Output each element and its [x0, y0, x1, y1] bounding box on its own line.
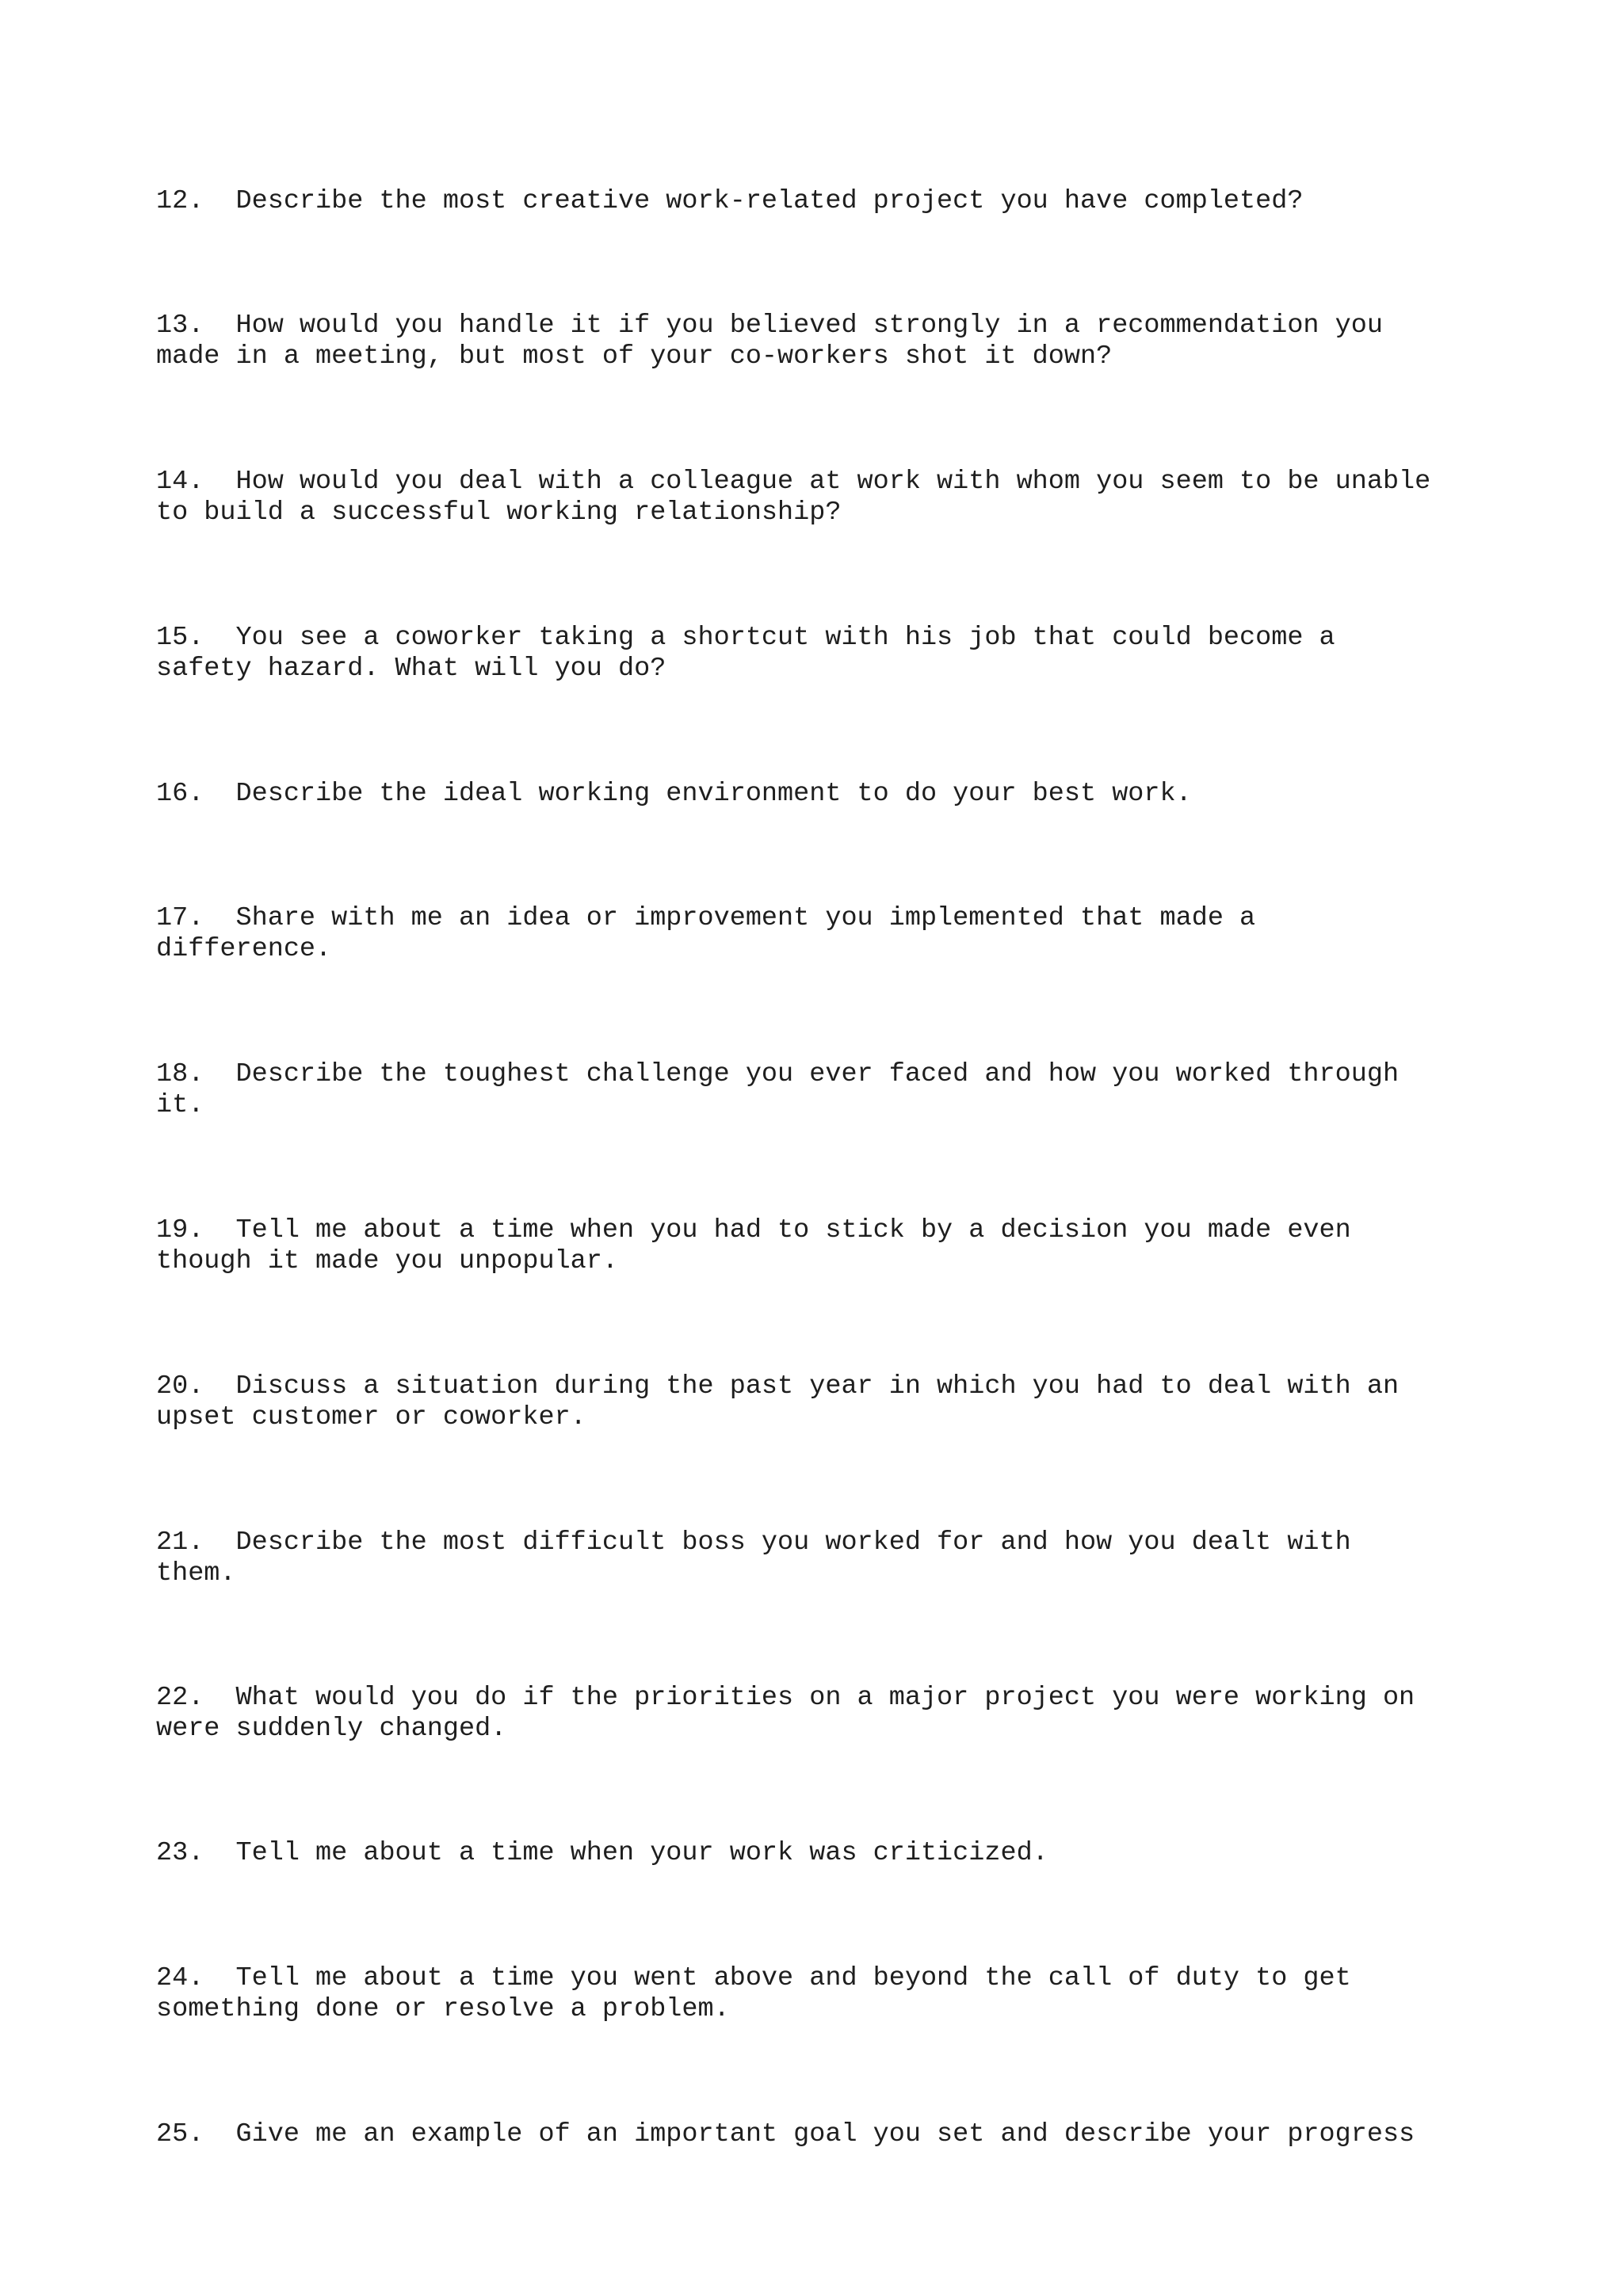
question-16: [156, 779, 1487, 810]
question-25: [156, 2119, 1487, 2150]
question-line: 23. Tell me about a time when your work was criticized.: [156, 1838, 1048, 1868]
question-line: 22. What would you do if the priorities on a major project you were working on: [156, 1683, 1415, 1713]
question-line: 18. Describe the toughest challenge you ever faced and how you worked through: [156, 1059, 1400, 1089]
question-20: [156, 1371, 1487, 1433]
question-24: [156, 1963, 1487, 2025]
question-14: [156, 467, 1487, 528]
question-line: 12. Describe the most creative work-related project you have completed?: [156, 186, 1304, 216]
question-line: though it made you unpopular.: [156, 1246, 618, 1276]
question-23: [156, 1838, 1487, 1869]
question-line: 24. Tell me about a time you went above and beyond the call of duty to get: [156, 1963, 1351, 1993]
question-line: made in a meeting, but most of your co-workers shot it down?: [156, 341, 1113, 372]
question-line: 13. How would you handle it if you believed strongly in a recommendation you: [156, 311, 1383, 341]
question-line: to build a successful working relationship?: [156, 498, 842, 528]
question-13: [156, 311, 1487, 372]
question-line: 20. Discuss a situation during the past year in which you had to deal with an: [156, 1371, 1400, 1402]
question-line: them.: [156, 1558, 236, 1589]
question-line: were suddenly changed.: [156, 1714, 507, 1744]
question-line: 21. Describe the most difficult boss you worked for and how you dealt with: [156, 1527, 1351, 1558]
question-17: [156, 903, 1487, 965]
question-line: 17. Share with me an idea or improvement you implemented that made a: [156, 903, 1256, 933]
question-line: 14. How would you deal with a colleague at work with whom you seem to be unable: [156, 467, 1431, 497]
question-line: 15. You see a coworker taking a shortcut with his job that could become a: [156, 623, 1335, 653]
question-line: upset customer or coworker.: [156, 1402, 586, 1432]
question-line: 25. Give me an example of an important goal you set and describe your progress: [156, 2119, 1415, 2149]
question-line: difference.: [156, 934, 332, 964]
question-line: safety hazard. What will you do?: [156, 654, 666, 684]
question-21: [156, 1527, 1487, 1589]
question-18: [156, 1059, 1487, 1121]
question-19: [156, 1215, 1487, 1277]
question-line: it.: [156, 1090, 204, 1120]
question-12: [156, 186, 1487, 217]
question-line: something done or resolve a problem.: [156, 1994, 730, 2024]
question-line: 19. Tell me about a time when you had to stick by a decision you made even: [156, 1215, 1351, 1245]
question-15: [156, 623, 1487, 685]
question-22: [156, 1683, 1487, 1745]
question-line: 16. Describe the ideal working environment to do your best work.: [156, 779, 1192, 809]
